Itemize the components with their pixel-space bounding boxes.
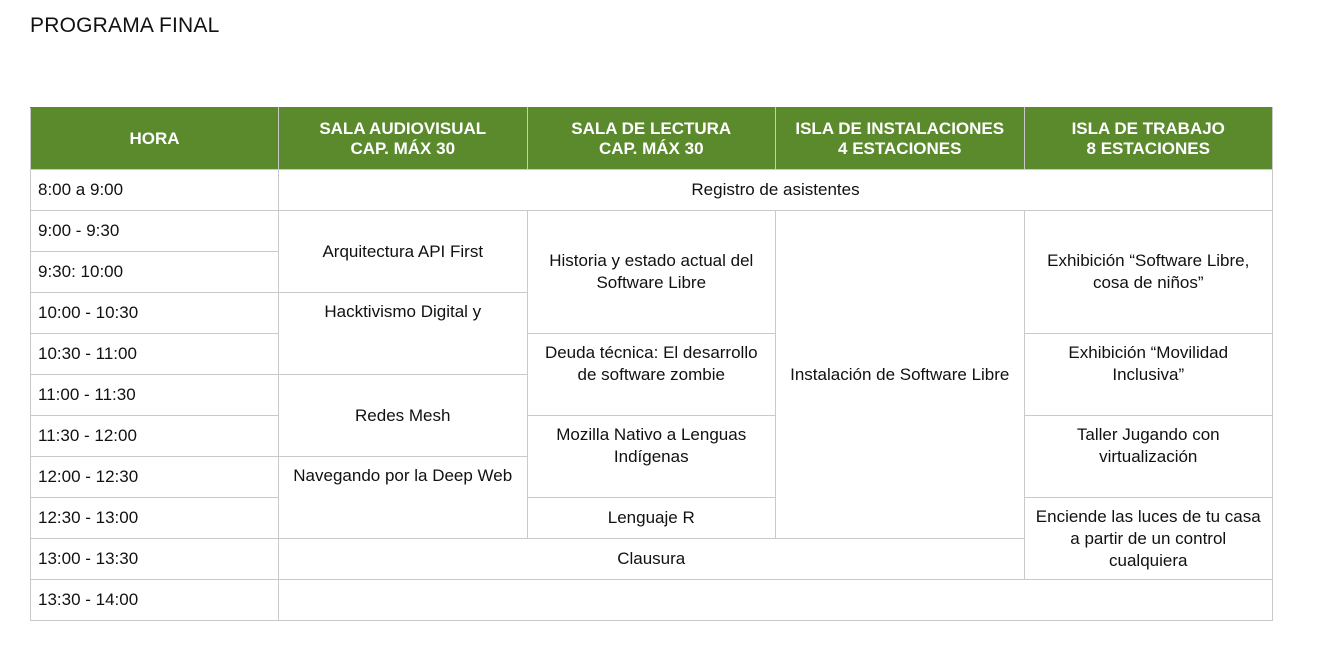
header-isla-trabajo (1024, 108, 1273, 170)
header-sala-lectura (527, 108, 776, 170)
header-sala-audiovisual-label: SALA AUDIOVISUAL (319, 118, 487, 138)
event-audiovisual: Redes Mesh (279, 375, 528, 457)
page-title: PROGRAMA FINAL (30, 14, 220, 37)
table-row (31, 416, 1273, 457)
schedule-table (30, 107, 1273, 621)
header-isla-trabajo-capacity: 8 ESTACIONES (1086, 138, 1210, 158)
event-lectura: Mozilla Nativo a Lenguas Indígenas (527, 416, 776, 498)
header-sala-lectura-capacity: CAP. MÁX 30 (598, 138, 704, 158)
event-lectura: Lenguaje R (527, 498, 776, 539)
event-clausura: Clausura (279, 539, 1025, 580)
table-row (31, 580, 1273, 621)
event-trabajo: Exhibición “Movilidad Inclusiva” (1024, 334, 1273, 416)
header-isla-instalaciones-capacity: 4 ESTACIONES (838, 138, 962, 158)
header-sala-audiovisual (279, 108, 528, 170)
header-isla-trabajo-label: ISLA DE TRABAJO (1071, 118, 1225, 138)
table-row (31, 334, 1273, 375)
header-hora (31, 108, 279, 170)
event-trabajo: Taller Jugando con virtualización (1024, 416, 1273, 498)
event-instalaciones: Instalación de Software Libre (776, 211, 1025, 539)
table-row (31, 498, 1273, 539)
time-cell: 11:30 - 12:00 (31, 416, 279, 457)
time-cell: 8:00 a 9:00 (31, 170, 279, 211)
header-isla-instalaciones-label: ISLA DE INSTALACIONES (795, 118, 1005, 138)
time-cell: 12:30 - 13:00 (31, 498, 279, 539)
event-audiovisual: Navegando por la Deep Web (279, 457, 528, 539)
table-row (31, 170, 1273, 211)
time-cell: 9:30: 10:00 (31, 252, 279, 293)
event-lectura: Deuda técnica: El desarrollo de software zombie (527, 334, 776, 416)
event-trabajo: Enciende las luces de tu casa a partir de un control cualquiera (1024, 498, 1273, 580)
header-hora-label: HORA (129, 128, 180, 148)
event-registro: Registro de asistentes (279, 170, 1273, 211)
event-trabajo: Exhibición “Software Libre, cosa de niños” (1024, 211, 1273, 334)
time-cell: 13:30 - 14:00 (31, 580, 279, 621)
empty-cell (279, 580, 1273, 621)
time-cell: 10:30 - 11:00 (31, 334, 279, 375)
table-row (31, 211, 1273, 252)
header-sala-lectura-label: SALA DE LECTURA (571, 118, 732, 138)
header-isla-instalaciones (776, 108, 1025, 170)
event-audiovisual: Arquitectura API First (279, 211, 528, 293)
time-cell: 11:00 - 11:30 (31, 375, 279, 416)
event-audiovisual: Hacktivismo Digital y (279, 293, 528, 375)
header-sala-audiovisual-capacity: CAP. MÁX 30 (350, 138, 456, 158)
time-cell: 12:00 - 12:30 (31, 457, 279, 498)
time-cell: 9:00 - 9:30 (31, 211, 279, 252)
time-cell: 13:00 - 13:30 (31, 539, 279, 580)
event-lectura: Historia y estado actual del Software Libre (527, 211, 776, 334)
header-row (31, 108, 1273, 170)
time-cell: 10:00 - 10:30 (31, 293, 279, 334)
